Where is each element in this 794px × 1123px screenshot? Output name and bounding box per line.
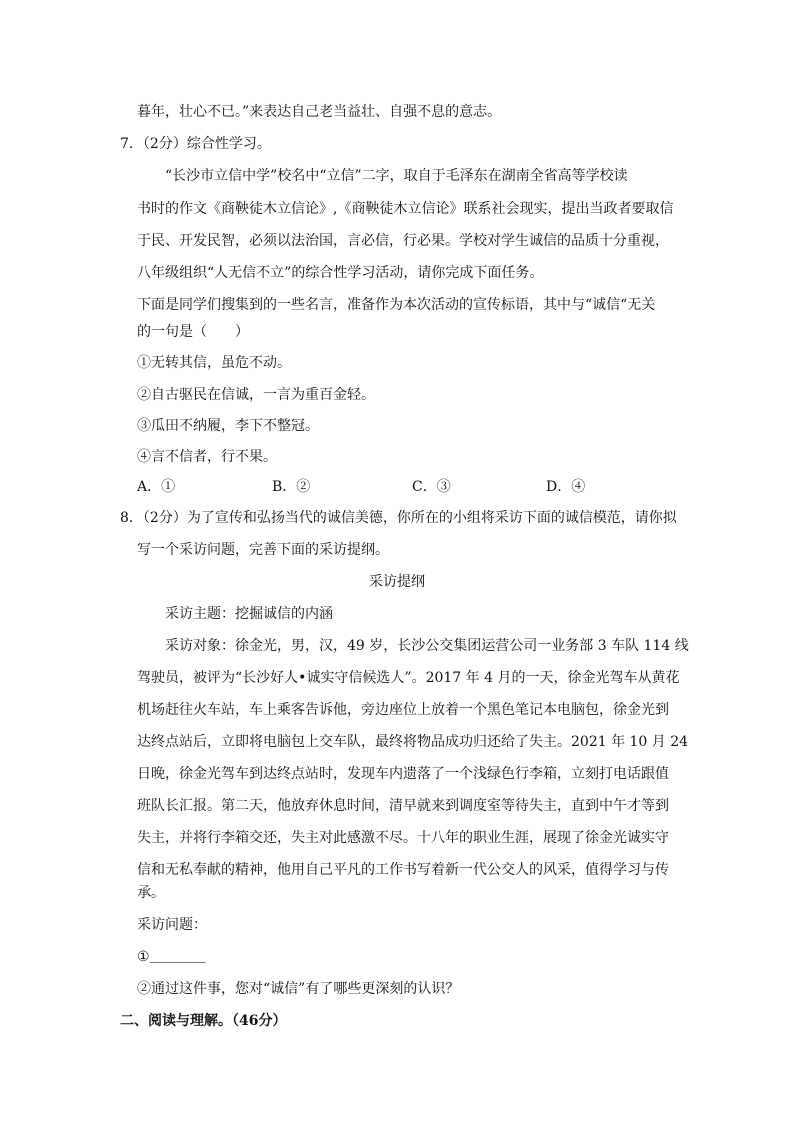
q7-paragraph-line: 于民、开发民智，必须以法治国，言必信，行必果。学校对学生诚信的品质十分重视， <box>137 233 669 249</box>
interview-object-line: 班队长汇报。第二天，他放弃休息时间，清早就来到调度室等待失主，直到中午才等到 <box>137 798 669 814</box>
interview-theme: 采访主题：挖掘诚信的内涵 <box>165 606 333 622</box>
q7-paragraph-line: 书时的作文《商鞅徒木立信论》,《商鞅徒木立信论》联系社会现实，提出当政者要取信 <box>137 201 674 217</box>
option-d[interactable]: D．④ <box>546 479 586 495</box>
option-a[interactable]: A．① <box>137 479 176 495</box>
question-7-heading: 7．（2分）综合性学习。 <box>120 136 271 152</box>
outline-title: 采访提纲 <box>369 574 425 590</box>
q7-quote-item: ①无转其信，虽危不动。 <box>137 355 291 371</box>
interview-object-line: 驾驶员，被评为“长沙好人•诚实守信候选人”。2017 年 4 月的一天，徐金光驾车从黄花 <box>137 670 680 686</box>
interview-questions-label: 采访问题： <box>137 917 207 933</box>
interview-object-line: 承。 <box>137 885 165 901</box>
q7-quote-item: ③瓜田不纳履，李下不整冠。 <box>137 418 319 434</box>
q7-task-line: 下面是同学们搜集到的一些名言，准备作为本次活动的宣传标语，其中与“诚信“无关 <box>137 297 656 313</box>
option-c[interactable]: C．③ <box>412 479 451 495</box>
interview-object-line: 达终点站后，立即将电脑包上交车队，最终将物品成功归还给了失主。2021 年 10 月 24 <box>137 734 689 750</box>
q7-paragraph-line: 八年级组织“人无信不立”的综合性学习活动，请你完成下面任务。 <box>137 265 544 281</box>
q7-paragraph-line: “长沙市立信中学”校名中“立信”二字，取自于毛泽东在湖南全省高等学校读 <box>165 168 628 184</box>
interview-question-2: ②通过这件事，您对“诚信”有了哪些更深刻的认识？ <box>137 981 460 997</box>
q7-quote-item: ②自古驱民在信诚，一言为重百金轻。 <box>137 387 375 403</box>
continued-line: 暮年，壮心不已。”来表达自己老当益壮、自强不息的意志。 <box>137 104 502 120</box>
question-8-heading: 8．（2分）为了宣传和弘扬当代的诚信美德，你所在的小组将采访下面的诚信模范，请你拟 <box>120 510 677 526</box>
q7-task-line: 的一句是（ ） <box>137 324 249 340</box>
interview-object-line: 信和无私奉献的精神，他用自己平凡的工作书写着新一代公交人的风采，值得学习与传 <box>137 862 669 878</box>
section-2-heading: 二、阅读与理解。（46分） <box>120 1013 287 1029</box>
interview-object-line: 日晚，徐金光驾车到达终点站时，发现车内遗落了一个浅绿色行李箱，立刻打电话跟值 <box>137 766 669 782</box>
interview-question-blank[interactable]: ①＿＿＿＿ <box>137 949 206 965</box>
option-b[interactable]: B．② <box>272 479 311 495</box>
interview-object-line: 机场赶往火车站，车上乘客告诉他，旁边座位上放着一个黑色笔记本电脑包，徐金光到 <box>137 702 669 718</box>
q7-quote-item: ④言不信者，行不果。 <box>137 449 277 465</box>
interview-object-line: 采访对象：徐金光，男，汉，49 岁，长沙公交集团运营公司一业务部 3 车队 114 线 <box>165 638 689 654</box>
interview-object-line: 失主，并将行李箱交还，失主对此感激不尽。十八年的职业生涯，展现了徐金光诚实守 <box>137 830 669 846</box>
question-8-heading-line: 写一个采访问题，完善下面的采访提纲。 <box>137 542 389 558</box>
